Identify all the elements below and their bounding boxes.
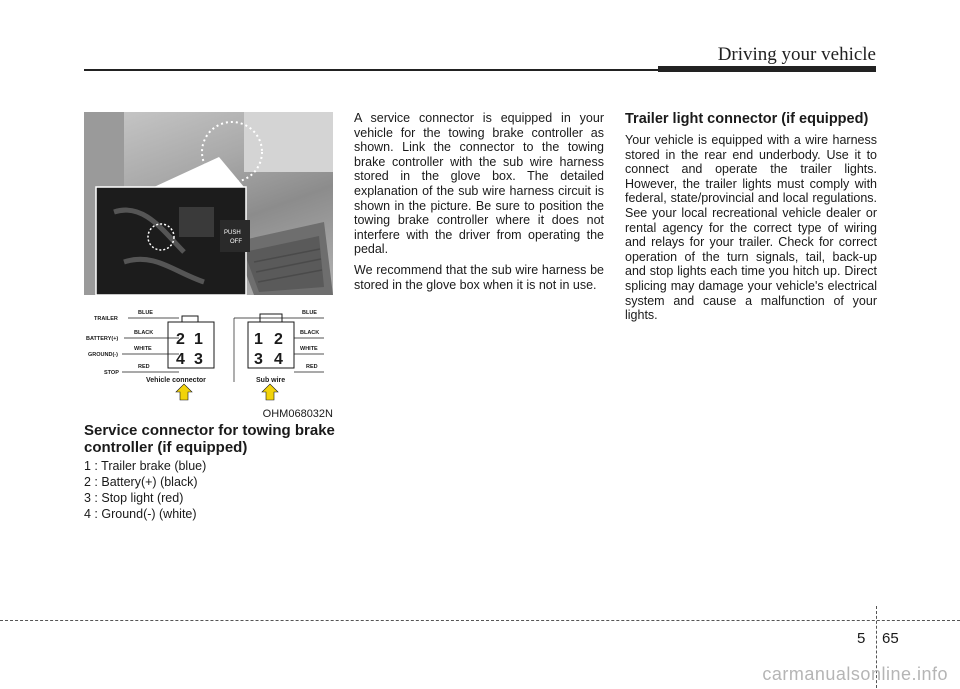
sub-wire-pin: 2 [274, 331, 283, 348]
wiring-diagram [84, 300, 333, 420]
trailer-light-heading: Trailer light connector (if equipped) [625, 111, 869, 127]
wire-label-black: BLACK [134, 330, 154, 336]
list-item: 3 : Stop light (red) [84, 491, 184, 505]
wire-label-battery: BATTERY(+) [86, 336, 119, 342]
sub-wire-pin: 1 [254, 331, 263, 348]
page-header-title: Driving your vehicle [717, 44, 876, 65]
sub-wire-label-white: WHITE [300, 346, 318, 352]
sub-wire-arrow [262, 384, 278, 400]
wire-label-white: WHITE [134, 346, 152, 352]
list-item: 2 : Battery(+) (black) [84, 475, 198, 489]
watermark: carmanualsonline.info [762, 664, 948, 684]
footwell-photo [84, 112, 333, 295]
sub-wire-label-black: BLACK [300, 330, 320, 336]
wire-label-stop: STOP [104, 370, 119, 376]
vehicle-connector-pin: 4 [176, 351, 185, 368]
vehicle-connector-arrow [176, 384, 192, 400]
sub-wire-pin: 3 [254, 351, 263, 368]
off-label: OFF [230, 239, 242, 245]
wire-label-blue: BLUE [138, 310, 153, 316]
push-label: PUSH [224, 230, 241, 236]
wire-label-ground: GROUND(-) [88, 352, 118, 358]
body-paragraph: A service connector is equipped in your vehicle for the towing brake controller as shown. Link the connector to the towing brake controller with the sub wire harness stored in the glove box. The detailed explanation of the sub wire harness circuit is shown in the picture. Be sure to position the towing brake controller where it does not interfere with the driver from operating the pedal. [354, 111, 604, 257]
vehicle-connector-label: Vehicle connector [146, 377, 206, 384]
service-connector-body [354, 111, 604, 298]
trailer-light-body: Your vehicle is equipped with a wire harness stored in the rear end underbody. Use it to connect and operate the trailer lights. However, the trailer lights must comply with federal, state/provincial and local regulations. See your local recreational vehicle dealer or rental agency for the correct type of wiring and relays for your trailer. Check for correct operation of the turn signals, tail, back-up and stop lights each time you hitch up. Direct splicing may damage your vehicle's electrical system and cause a malfunction of your lights. [625, 133, 877, 323]
pin-list [84, 458, 344, 522]
sub-wire-label-red: RED [306, 364, 318, 370]
footwell-photo-drawing [84, 112, 333, 295]
list-item: 4 : Ground(-) (white) [84, 507, 197, 521]
sub-wire-label: Sub wire [256, 377, 286, 384]
page-number: 65 [882, 630, 899, 647]
body-paragraph: We recommend that the sub wire harness be stored in the glove box when it is not in use. [354, 262, 604, 292]
chapter-number: 5 [857, 630, 866, 647]
figure-code: OHM068032N [262, 408, 333, 420]
wire-label-red: RED [138, 364, 150, 370]
wire-label-trailer: TRAILER [94, 316, 118, 322]
header-rule-accent [658, 66, 876, 72]
connector-figure [84, 112, 333, 420]
service-connector-heading: Service connector for towing brake controller (if equipped) [84, 422, 335, 456]
vehicle-connector-pin: 3 [194, 351, 203, 368]
list-item: 1 : Trailer brake (blue) [84, 459, 207, 473]
sub-wire-label-blue: BLUE [302, 310, 317, 316]
vehicle-connector-pin: 1 [194, 331, 203, 348]
sub-wire-pin: 4 [274, 351, 283, 368]
vehicle-connector-pin: 2 [176, 331, 185, 348]
footer-rule [0, 620, 960, 621]
